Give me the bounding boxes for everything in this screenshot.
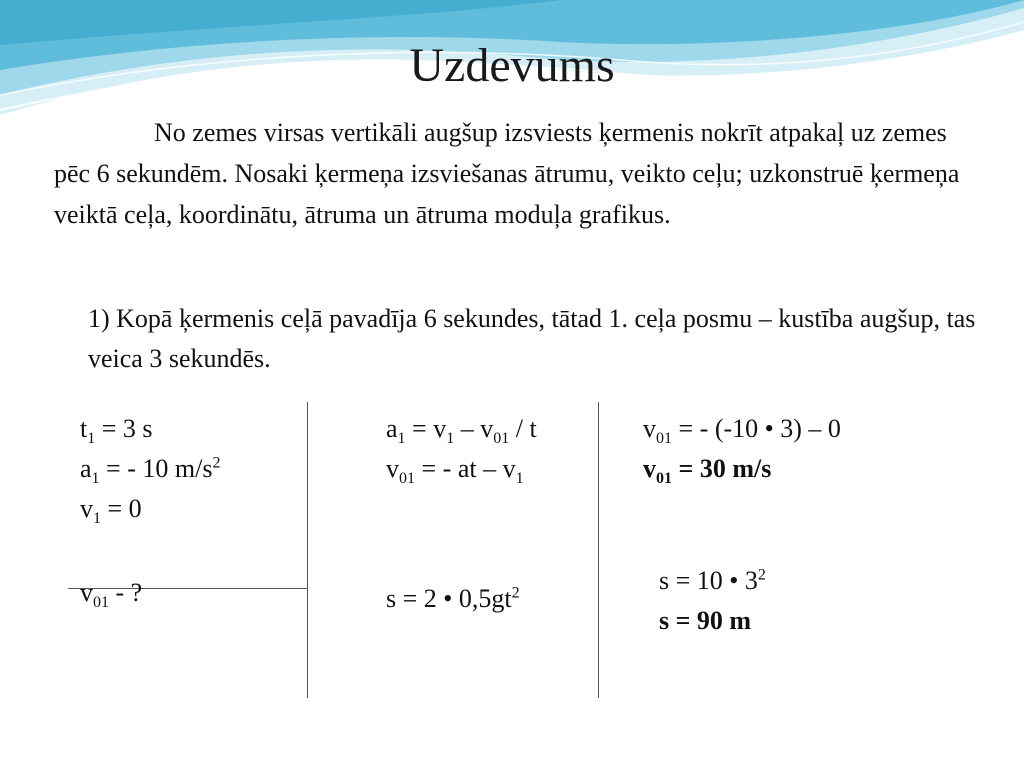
- given-t1: $t_1 = 3$ s: [80, 414, 153, 448]
- formula-acceleration: $a_1 = v_1 - v_{01} / t$: [386, 414, 537, 448]
- given-a1: $a_1$ = - 10 $m/s^2$: [80, 454, 221, 488]
- slide-title: Uzdevums: [409, 39, 615, 92]
- result-v01-answer: $v_{01} = 30$ m/s: [643, 454, 772, 488]
- result-s-calc: s = 10 • $3^2$: [659, 566, 766, 595]
- find-v01: $v_{01}$ - ?: [80, 578, 143, 612]
- result-s-answer: s = 90 m: [659, 606, 752, 635]
- step-1-text: 1) Kopā ķermenis ceļā pavadīja 6 sekundes, tātad 1. ceļa posmu – kustība augšup, tas veica 3 sekundēs.: [88, 304, 976, 373]
- divider-vertical-right: [598, 402, 599, 698]
- result-v01-calc: $v_{01}$ = - (-10 • 3) – 0: [643, 414, 841, 448]
- problem-text: No zemes virsas vertikāli augšup izsviests ķermenis nokrīt atpakaļ uz zemes pēc 6 sekundēm. Nosaki ķermeņa izsviešanas ātrumu, veikto ceļu; uzkonstruē ķermeņa veiktā ceļa, koordinātu, ātruma un ātruma moduļa grafikus.: [54, 118, 960, 229]
- formula-distance: s = 2 • $0,5gt^2$: [386, 584, 520, 613]
- given-v1: $v_1 = 0$: [80, 494, 142, 528]
- divider-vertical-left: [307, 402, 308, 698]
- formula-initial-velocity: $v_{01}$ = - at – $v_1$: [386, 454, 524, 488]
